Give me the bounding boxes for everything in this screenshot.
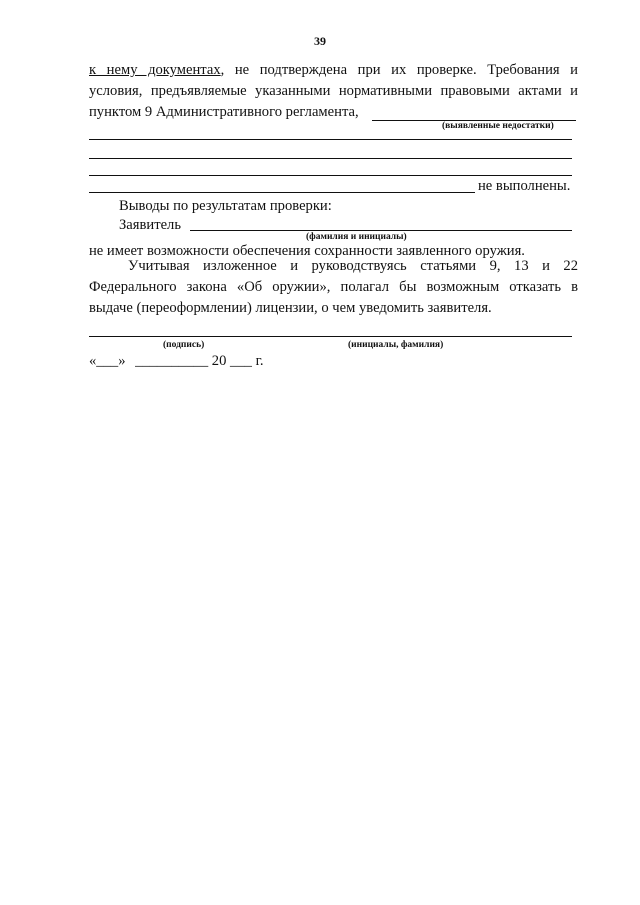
- page-number: 39: [314, 34, 326, 48]
- initials-caption: (инициалы, фамилия): [348, 340, 444, 350]
- signature-caption: (подпись): [163, 340, 205, 350]
- paragraph1-line3: пунктом 9 Административного регламента,: [89, 104, 359, 120]
- date-close-quote: »: [118, 353, 126, 369]
- no-possibility-text: не имеет возможности обеспечения сохранности заявленного оружия.: [89, 243, 525, 259]
- underlined-phrase: к нему документах: [89, 62, 221, 78]
- conclusions-heading: Выводы по результатам проверки:: [119, 198, 332, 214]
- date-year-blank: ___: [230, 353, 252, 369]
- line1-rest: , не подтверждена при их проверке. Требования и: [220, 62, 578, 78]
- date-year-suffix: г.: [255, 353, 264, 369]
- deficiencies-blank-line-2: [89, 139, 572, 140]
- date-month-blank: __________: [135, 353, 209, 369]
- date-year-prefix: 20: [211, 353, 227, 369]
- deficiencies-blank-line-3: [89, 158, 572, 159]
- signature-blank-line: [89, 336, 572, 337]
- deficiencies-caption: (выявленные недостатки): [442, 121, 554, 131]
- not-fulfilled-text: не выполнены.: [478, 178, 571, 194]
- paragraph2-line2: Федерального закона «Об оружии», полагал бы возможным отказать в: [89, 279, 578, 295]
- paragraph1-line1: [89, 62, 578, 79]
- applicant-label: Заявитель: [119, 217, 181, 233]
- paragraph2-line3: выдаче (переоформлении) лицензии, о чем уведомить заявителя.: [89, 300, 492, 316]
- applicant-name-caption: (фамилия и инициалы): [306, 232, 407, 242]
- date-line: [89, 353, 264, 370]
- date-day-blank: ___: [96, 353, 119, 369]
- paragraph2-line1: Учитывая изложенное и руководствуясь статьями 9, 13 и 22: [128, 258, 578, 274]
- paragraph1-line2: условия, предъявляемые указанными нормативными правовыми актами и: [89, 83, 578, 99]
- deficiencies-blank-line-5: [89, 192, 475, 193]
- deficiencies-blank-line-4: [89, 175, 572, 176]
- date-open-quote: «: [89, 353, 97, 369]
- applicant-name-blank-line: [190, 230, 572, 231]
